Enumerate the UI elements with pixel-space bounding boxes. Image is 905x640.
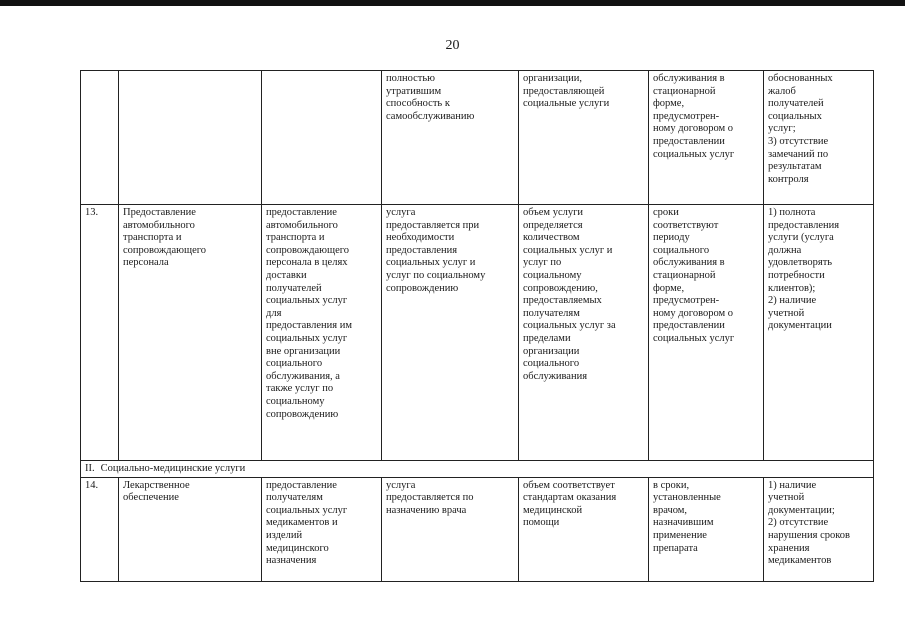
cell-quality: 1) наличие учетной документации; 2) отсутствие нарушения сроков хранения медикаментов [764, 477, 874, 581]
cell-name: Предоставление автомобильного транспорта и сопровождающего персонала [119, 205, 262, 461]
section-number: II. [85, 463, 95, 474]
cell-terms: обслуживания в стационарной форме, предусмотрен- ному договором о предоставлении социальных услуг [649, 71, 764, 205]
section-heading-row [81, 461, 874, 478]
cell-description [262, 71, 382, 205]
cell-conditions: полностью утратившим способность к самообслуживанию [382, 71, 519, 205]
cell-quality: обоснованных жалоб получателей социальных услуг; 3) отсутствие замечаний по результатам контроля [764, 71, 874, 205]
cell-conditions: услуга предоставляется по назначению врача [382, 477, 519, 581]
cell-description: предоставление получателям социальных услуг медикаментов и изделий медицинского назначения [262, 477, 382, 581]
table-row [81, 205, 874, 461]
cell-description: предоставление автомобильного транспорта и сопровождающего персонала в целях доставки получателей социальных услуг для предоставления им социальных услуг вне организации социального обслуживания, а также услуг по социальному сопровождению [262, 205, 382, 461]
page-number: 20 [445, 38, 460, 53]
cell-terms: сроки соответствуют периоду социального обслуживания в стационарной форме, предусмотрен- ному договором о предоставлении социальных услуг [649, 205, 764, 461]
cell-name: Лекарственное обеспечение [119, 477, 262, 581]
table-row-continued [81, 71, 874, 205]
cell-volume: объем услуги определяется количеством социальных услуг и услуг по социальному сопровождению, предоставляемых получателям социальных услуг за пределами организации социального обслуживания [519, 205, 649, 461]
cell-number: 13. [81, 205, 119, 461]
services-table [80, 70, 874, 582]
cell-name [119, 71, 262, 205]
cell-volume: организации, предоставляющей социальные услуги [519, 71, 649, 205]
cell-number: 14. [81, 477, 119, 581]
table-row [81, 477, 874, 581]
page-top-border [0, 0, 905, 6]
cell-number [81, 71, 119, 205]
cell-quality: 1) полнота предоставления услуги (услуга должна удовлетворять потребности клиентов); 2) наличие учетной документации [764, 205, 874, 461]
cell-conditions: услуга предоставляется при необходимости предоставления социальных услуг и услуг по социальному сопровождению [382, 205, 519, 461]
section-heading [81, 461, 874, 478]
cell-volume: объем соответствует стандартам оказания медицинской помощи [519, 477, 649, 581]
section-title: Социально-медицинские услуги [100, 463, 246, 474]
cell-terms: в сроки, установленные врачом, назначившим применение препарата [649, 477, 764, 581]
